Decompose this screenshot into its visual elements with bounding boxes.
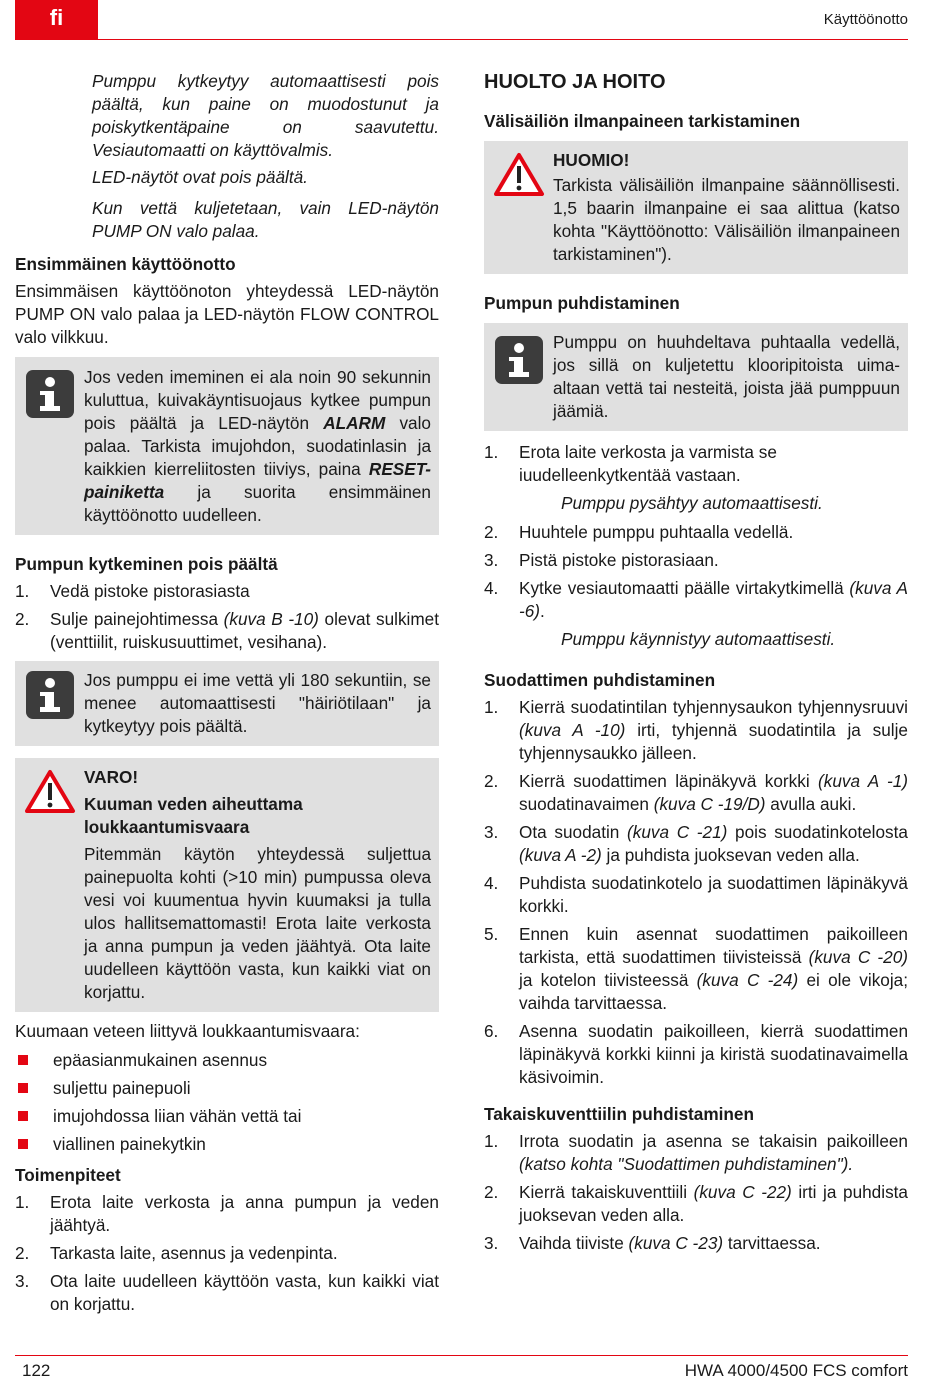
pump-cleaning-steps-cont [484,521,908,623]
section-title: Käyttöönotto [823,11,908,28]
list-item: 1. Erota laite verkosta ja varmista se iuudelleenkytkentää vastaan. [484,442,777,485]
list-item: suljettu painepuoli [15,1077,439,1100]
info-icon [26,671,74,719]
bullet-square-icon [18,1139,28,1149]
hot-water-risks-list [15,1049,439,1156]
list-item: 2. Huuhtele pumppu puhtaalla vedellä. [484,522,794,542]
right-column [484,70,908,1260]
list-item: 3. Vaihda tiiviste (kuva C -23) tarvittaessa. [484,1233,821,1253]
header-divider [15,39,908,40]
info-box-dry-run [15,357,439,535]
warning-triangle-icon [493,151,545,197]
notice-box-tank-pressure [484,141,908,274]
list-item: 1. Kierrä suodatintilan tyhjennysaukon tyhjennysruuvi (kuva A -10) irti, tyhjennä suodatintila ja sulje tyhjennysaukko jälleen. [484,697,908,763]
list-item: 5. Ennen kuin asennat suodattimen paikoilleen tarkista, että suodattimen tiivisteissä (kuva C -20) ja kotelon tiivisteessä (kuva C -24) ei ole vikoja; vaihda tarvittaessa. [484,924,909,1013]
list-item: 4. Kytke vesiautomaatti päälle virtakytkimellä (kuva A -6). [484,578,908,621]
info-box-fault-mode [15,661,439,746]
switch-off-steps [15,580,439,654]
list-item: 1. Erota laite verkosta ja anna pumpun ja veden jäähtyä. [15,1192,439,1235]
info-box-text: Jos veden imeminen ei ala noin 90 sekunnin kuluttua, kuivakäyntisuojaus kytkee pumpun pois päältä ja LED-näytön ALARM valo palaa. Tarkista imujohdon, suodatinlasin ja kaikkien kierreliitosten tiiviys, paina RESET-painiketta ja suorita ensimmäinen käyttöönotto uudelleen. [84,367,431,525]
list-item: 2. Kierrä takaiskuventtiili (kuva C -22) irti ja puhdista juoksevan veden alla. [484,1182,908,1225]
left-column [15,70,439,1321]
pump-cleaning-heading: Pumpun puhdistaminen [484,293,680,313]
bullet-square-icon [18,1111,28,1121]
list-item: epäasianmukainen asennus [15,1049,439,1072]
list-item: 3. Ota laite uudelleen käyttöön vasta, kun kaikki viat on korjattu. [15,1271,439,1314]
list-item: 3. Pistä pistoke pistorasiaan. [484,550,719,570]
filter-cleaning-heading: Suodattimen puhdistaminen [484,670,716,690]
list-item: 6. Asenna suodatin paikoilleen, kierrä suodattimen läpinäkyvä korkki kiinni ja kiristä suodatinavaimella käsivoimin. [484,1021,908,1087]
pump-cleaning-steps [484,441,908,487]
first-startup-text: Ensimmäisen käyttöönoton yhteydessä LED-näytön PUMP ON valo palaa ja LED-näytön FLOW CONTROL valo vilkkuu. [15,281,439,347]
list-item: viallinen painekytkin [15,1133,439,1156]
check-valve-heading: Takaiskuventtiilin puhdistaminen [484,1104,754,1124]
list-item: 4. Puhdista suodatinkotelo ja suodattimen läpinäkyvä korkki. [484,873,908,916]
result-text: Pumppu pysähtyy automaattisesti. [561,493,823,513]
info-icon [495,336,543,384]
list-item: 1. Vedä pistoke pistorasiasta [15,581,250,601]
switch-off-heading: Pumpun kytkeminen pois päältä [15,554,278,574]
measures-heading: Toimenpiteet [15,1165,121,1185]
list-item: 1. Irrota suodatin ja asenna se takaisin paikoilleen (katso kohta "Suodattimen puhdistaminen"). [484,1131,908,1174]
list-item: 3. Ota suodatin (kuva C -21) pois suodatinkotelosta (kuva A -2) ja puhdista juoksevan veden alla. [484,822,908,865]
warning-text: Pitemmän käytön yhteydessä suljettua painepuolta kohti (>10 min) pumpussa oleva vesi voi kuumentua hyvin kuumaksi ja tulla ulos hallitsemattomasti! Erota laite verkosta ja anna pumpun ja veden jäähtyä. Ota laite uudelleen käyttöön vasta, kun kaikki viat on korjattu. [84,844,431,1002]
warning-title: Kuuman veden aiheuttama loukkaantumisvaara [84,794,303,837]
intro-text-2: LED-näytöt ovat pois päältä. [92,167,308,187]
warning-label: VARO! [84,767,139,787]
list-item: 2. Kierrä suodattimen läpinäkyvä korkki (kuva A -1) suodatinavaimen (kuva C -19/D) avulla auki. [484,771,908,814]
footer-divider [15,1355,908,1356]
info-box-text: Jos pumppu ei ime vettä yli 180 sekuntiin, se menee automaattisesti "häiriötilaan" ja kytkeytyy pois päältä. [84,670,431,736]
notice-text: Tarkista välisäiliön ilmanpaine säännöllisesti. 1,5 baarin ilmanpaine ei saa alittua (katso kohta "Käyttöönotto: Välisäiliön ilmanpaineen tarkistaminen"). [553,175,900,264]
tank-pressure-heading: Välisäiliön ilmanpaineen tarkistaminen [484,111,801,131]
bullet-square-icon [18,1055,28,1065]
first-startup-heading: Ensimmäinen käyttöönotto [15,254,236,274]
check-valve-steps [484,1130,908,1255]
notice-label: HUOMIO! [553,150,630,170]
warning-box-hot-water [15,758,439,1012]
bullet-square-icon [18,1083,28,1093]
list-item: imujohdossa liian vähän vettä tai [15,1105,439,1128]
info-box-rinse [484,323,908,431]
result-text: Pumppu käynnistyy automaattisesti. [561,629,836,649]
info-icon [26,370,74,418]
list-item: 2. Tarkasta laite, asennus ja vedenpinta. [15,1243,338,1263]
page-number: 122 [22,1361,51,1380]
info-box-text: Pumppu on huuhdeltava puhtaalla vedellä, jos sillä on kuljetettu klooripitoista uima-altaan vettä tai nesteitä, joista jää pumppuun jäämiä. [553,332,900,421]
hot-water-intro: Kuumaan veteen liittyvä loukkaantumisvaara: [15,1021,360,1041]
maintenance-heading: HUOLTO JA HOITO [484,71,666,93]
warning-triangle-icon [24,768,76,814]
language-tab: fi [15,0,98,39]
measures-steps [15,1191,439,1316]
intro-text-1: Pumppu kytkeytyy automaattisesti pois päältä, kun paine on muodostunut ja poiskytkentäpaine on saavutettu. Vesiautomaatti on käyttövalmis. [92,71,439,160]
intro-text-3: Kun vettä kuljetetaan, vain LED-näytön PUMP ON valo palaa. [92,198,439,241]
list-item: 2. Sulje painejohtimessa (kuva B -10) olevat sulkimet (venttiilit, ruiskusuuttimet, vesihana). [15,609,440,652]
filter-cleaning-steps [484,696,908,1089]
product-name: HWA 4000/4500 FCS comfort [684,1361,908,1380]
